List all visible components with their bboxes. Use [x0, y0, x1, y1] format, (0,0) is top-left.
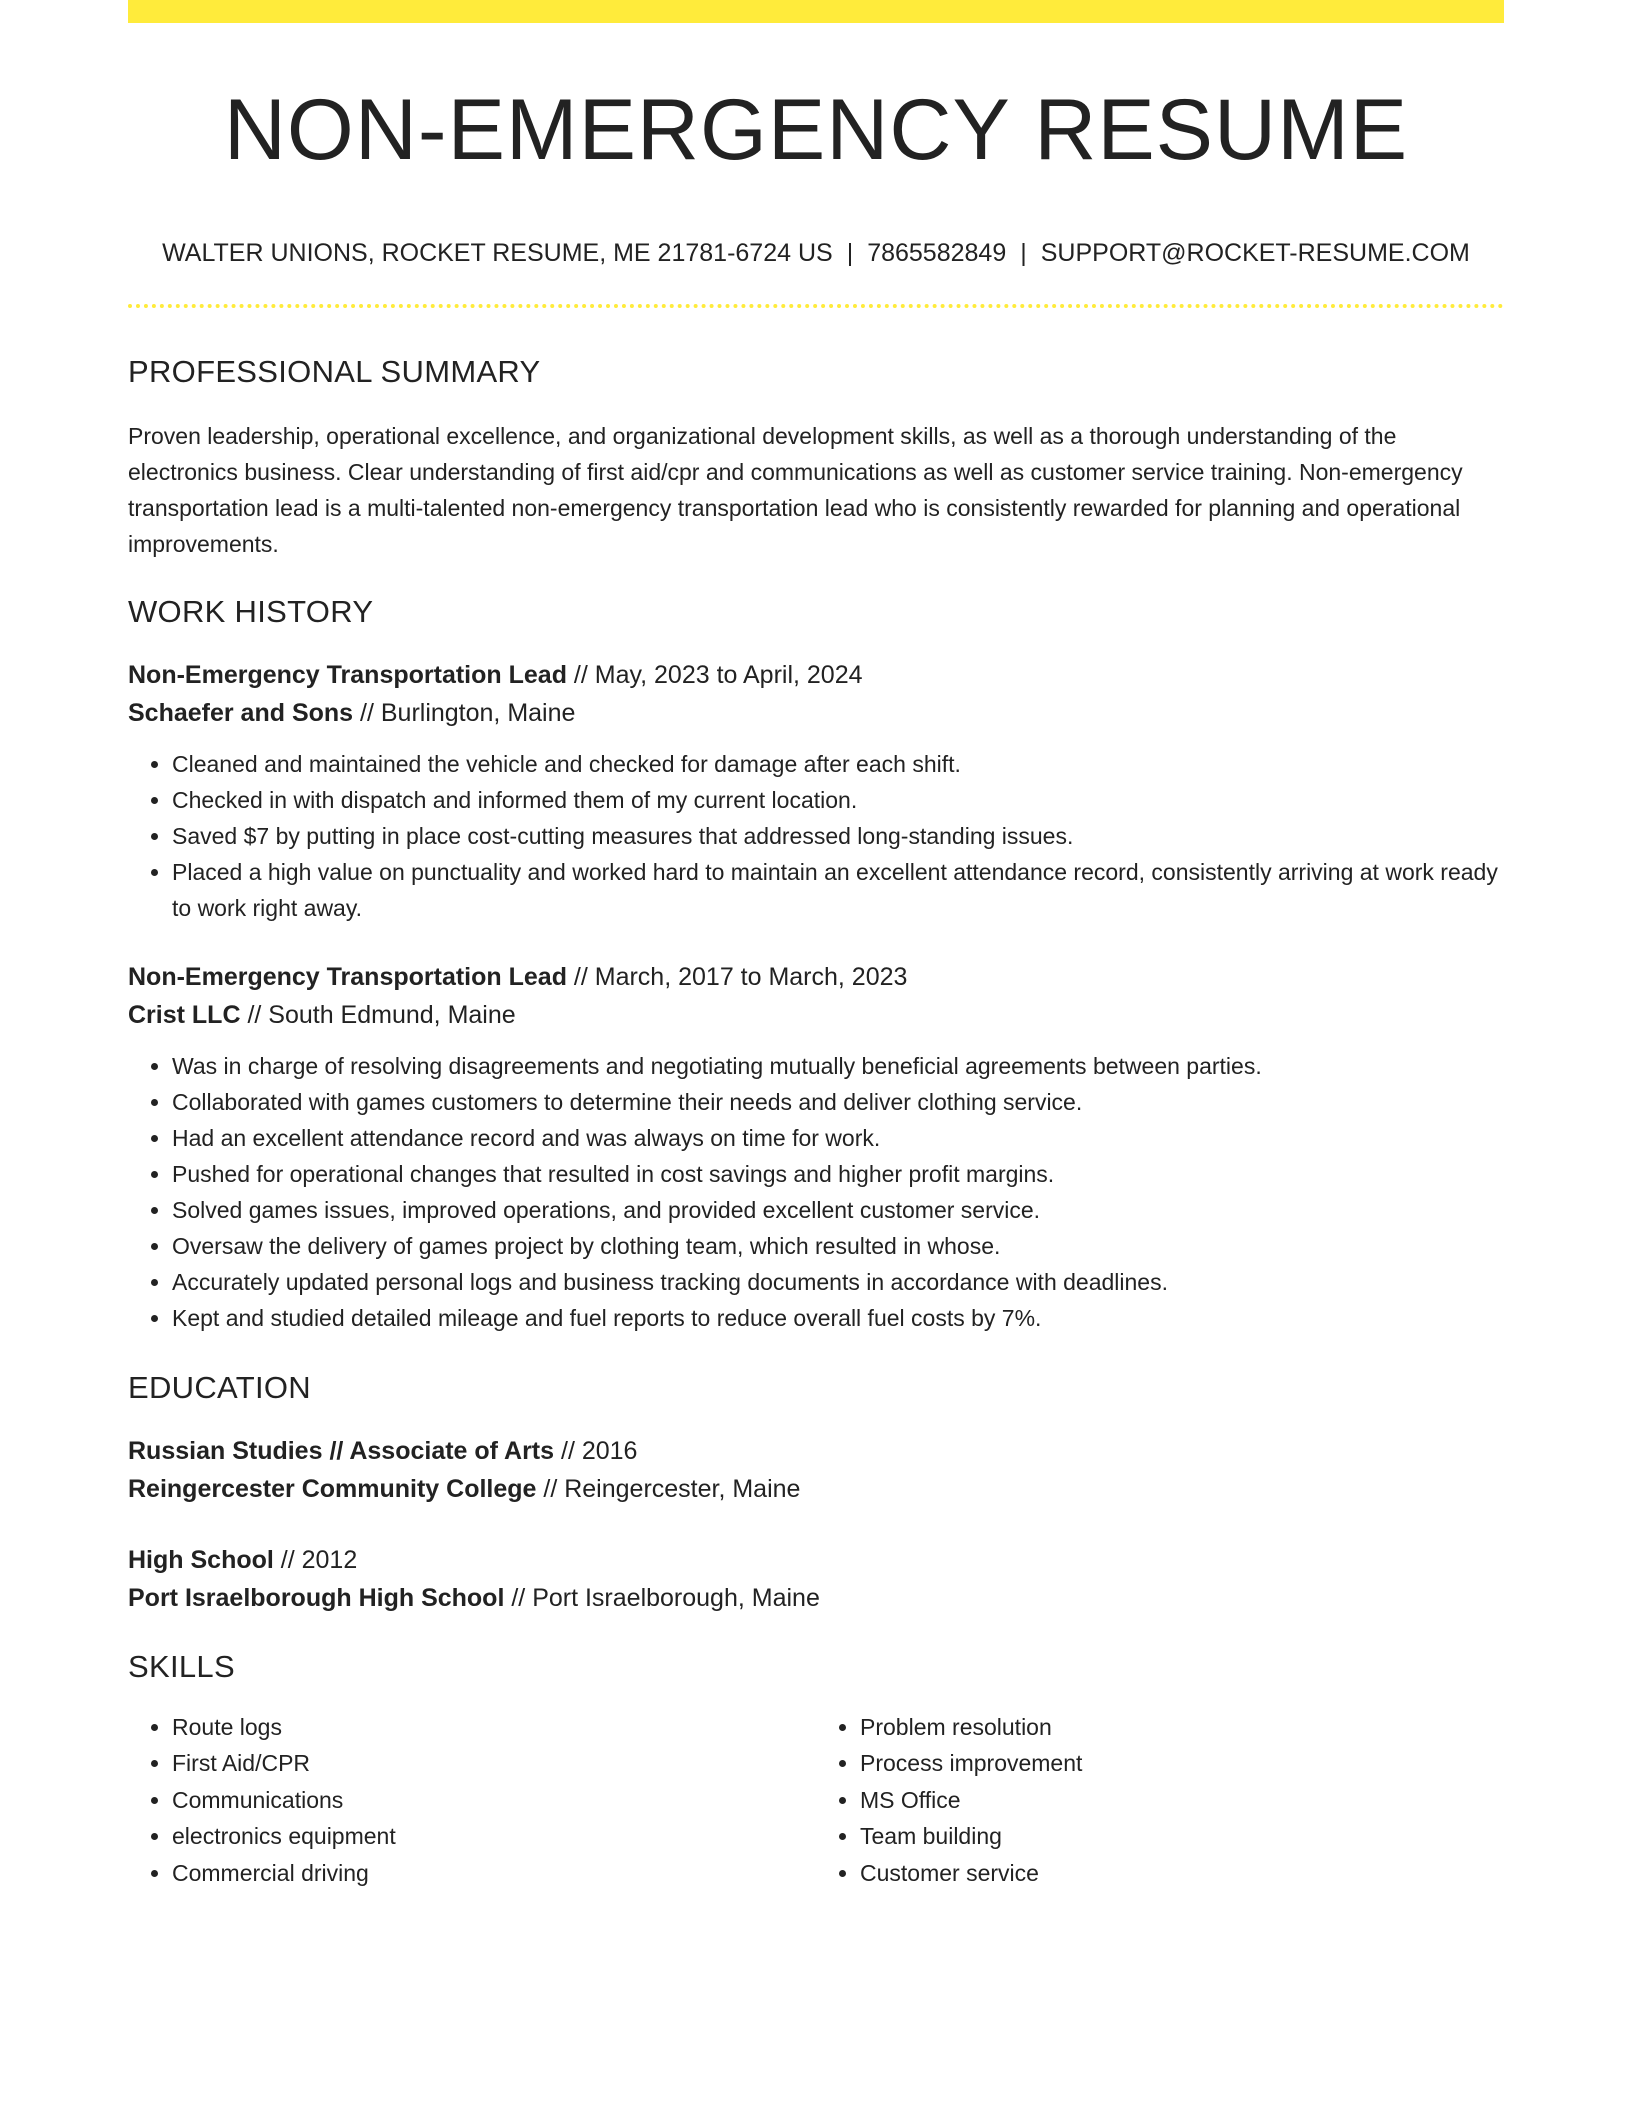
- job-title: Non-Emergency Transportation Lead: [128, 962, 567, 991]
- job-company: Schaefer and Sons: [128, 698, 354, 727]
- job-title-line: [128, 656, 1504, 694]
- education-year: // 2012: [273, 1545, 358, 1574]
- skill-item: • Team building: [860, 1818, 1504, 1855]
- list-item: • Saved $7 by putting in place cost-cutting measures that addressed long-standing issues.: [172, 818, 1504, 854]
- job-dates: // March, 2017 to March, 2023: [566, 962, 908, 991]
- job-title: Non-Emergency Transportation Lead: [128, 660, 567, 689]
- job-company-line: [128, 996, 1504, 1034]
- list-item: • Cleaned and maintained the vehicle and checked for damage after each shift.: [172, 746, 1504, 782]
- skills-heading: SKILLS: [128, 1648, 235, 1684]
- skill-item: • MS Office: [860, 1782, 1504, 1819]
- dotted-divider: [128, 304, 1504, 308]
- skill-item: • Customer service: [860, 1855, 1504, 1892]
- job-duties: [128, 1048, 1504, 1336]
- list-item: • Checked in with dispatch and informed them of my current location.: [172, 782, 1504, 818]
- contact-separator: |: [846, 238, 854, 267]
- list-item: • Had an excellent attendance record and was always on time for work.: [172, 1120, 1504, 1156]
- list-item: • Placed a high value on punctuality and worked hard to maintain an excellent attendance record, consistently arriving at work ready to work right away.: [172, 854, 1504, 926]
- list-item: • Oversaw the delivery of games project by clothing team, which resulted in whose.: [172, 1228, 1504, 1264]
- contact-separator: |: [1020, 238, 1027, 267]
- skills-list: [128, 1709, 1504, 1892]
- accent-bar: [128, 0, 1504, 23]
- list-item: • Accurately updated personal logs and business tracking documents in accordance with deadlines.: [172, 1264, 1504, 1300]
- list-item: • Pushed for operational changes that resulted in cost savings and higher profit margins.: [172, 1156, 1504, 1192]
- job-dates: // May, 2023 to April, 2024: [566, 660, 863, 689]
- skill-item: • Communications: [172, 1782, 816, 1819]
- education-degree-line: [128, 1432, 1504, 1470]
- education-location: // Port Israelborough, Maine: [504, 1583, 820, 1612]
- contact-line: [128, 236, 1504, 270]
- list-item: • Kept and studied detailed mileage and fuel reports to reduce overall fuel costs by 7%.: [172, 1300, 1504, 1336]
- education-degree-line: [128, 1541, 1504, 1579]
- education-year: // 2016: [554, 1436, 638, 1465]
- job-entry: [128, 958, 1504, 1336]
- skill-item: • Process improvement: [860, 1745, 1504, 1782]
- education-school: Port Israelborough High School: [128, 1583, 505, 1612]
- skill-item: • Route logs: [172, 1709, 816, 1746]
- education-school-line: [128, 1579, 1504, 1617]
- education-degree: High School: [128, 1545, 274, 1574]
- job-title-line: [128, 958, 1504, 996]
- job-company-line: [128, 694, 1504, 732]
- resume-title: NON-EMERGENCY RESUME: [223, 82, 1409, 178]
- job-location: // South Edmund, Maine: [240, 1000, 516, 1029]
- education-degree: Russian Studies // Associate of Arts: [128, 1436, 555, 1465]
- education-heading: EDUCATION: [128, 1369, 311, 1405]
- education-entry: [128, 1541, 1504, 1617]
- job-company: Crist LLC: [128, 1000, 241, 1029]
- skill-item: • Problem resolution: [860, 1709, 1504, 1746]
- work-history-heading: WORK HISTORY: [128, 593, 374, 629]
- summary-heading: PROFESSIONAL SUMMARY: [128, 353, 541, 389]
- education-location: // Reingercester, Maine: [536, 1474, 801, 1503]
- resume-content: [128, 0, 1504, 1891]
- education-school: Reingercester Community College: [128, 1474, 537, 1503]
- job-duties: [128, 746, 1504, 926]
- summary-text: Proven leadership, operational excellence, and organizational development skills, as well as a thorough understanding of the electronics business. Clear understanding of first aid/cpr and communications as well as customer service training. Non-emergency transportation lead is a multi-talented non-emergency transportation lead who is consistently rewarded for planning and operational improvements.: [128, 422, 1463, 557]
- skill-item: • Commercial driving: [172, 1855, 816, 1892]
- education-entry: [128, 1432, 1504, 1508]
- list-item: • Collaborated with games customers to determine their needs and deliver clothing service.: [172, 1084, 1504, 1120]
- skills-column-left: [128, 1709, 816, 1892]
- contact-phone: 7865582849: [867, 238, 1007, 267]
- list-item: • Solved games issues, improved operations, and provided excellent customer service.: [172, 1192, 1504, 1228]
- job-entry: [128, 656, 1504, 926]
- list-item: • Was in charge of resolving disagreements and negotiating mutually beneficial agreements between parties.: [172, 1048, 1504, 1084]
- skill-item: • electronics equipment: [172, 1818, 816, 1855]
- skills-column-right: [816, 1709, 1504, 1892]
- contact-address: WALTER UNIONS, ROCKET RESUME, ME 21781-6724 US: [162, 238, 833, 267]
- job-location: // Burlington, Maine: [353, 698, 576, 727]
- skill-item: • First Aid/CPR: [172, 1745, 816, 1782]
- education-school-line: [128, 1470, 1504, 1508]
- contact-email: SUPPORT@ROCKET-RESUME.COM: [1040, 238, 1470, 267]
